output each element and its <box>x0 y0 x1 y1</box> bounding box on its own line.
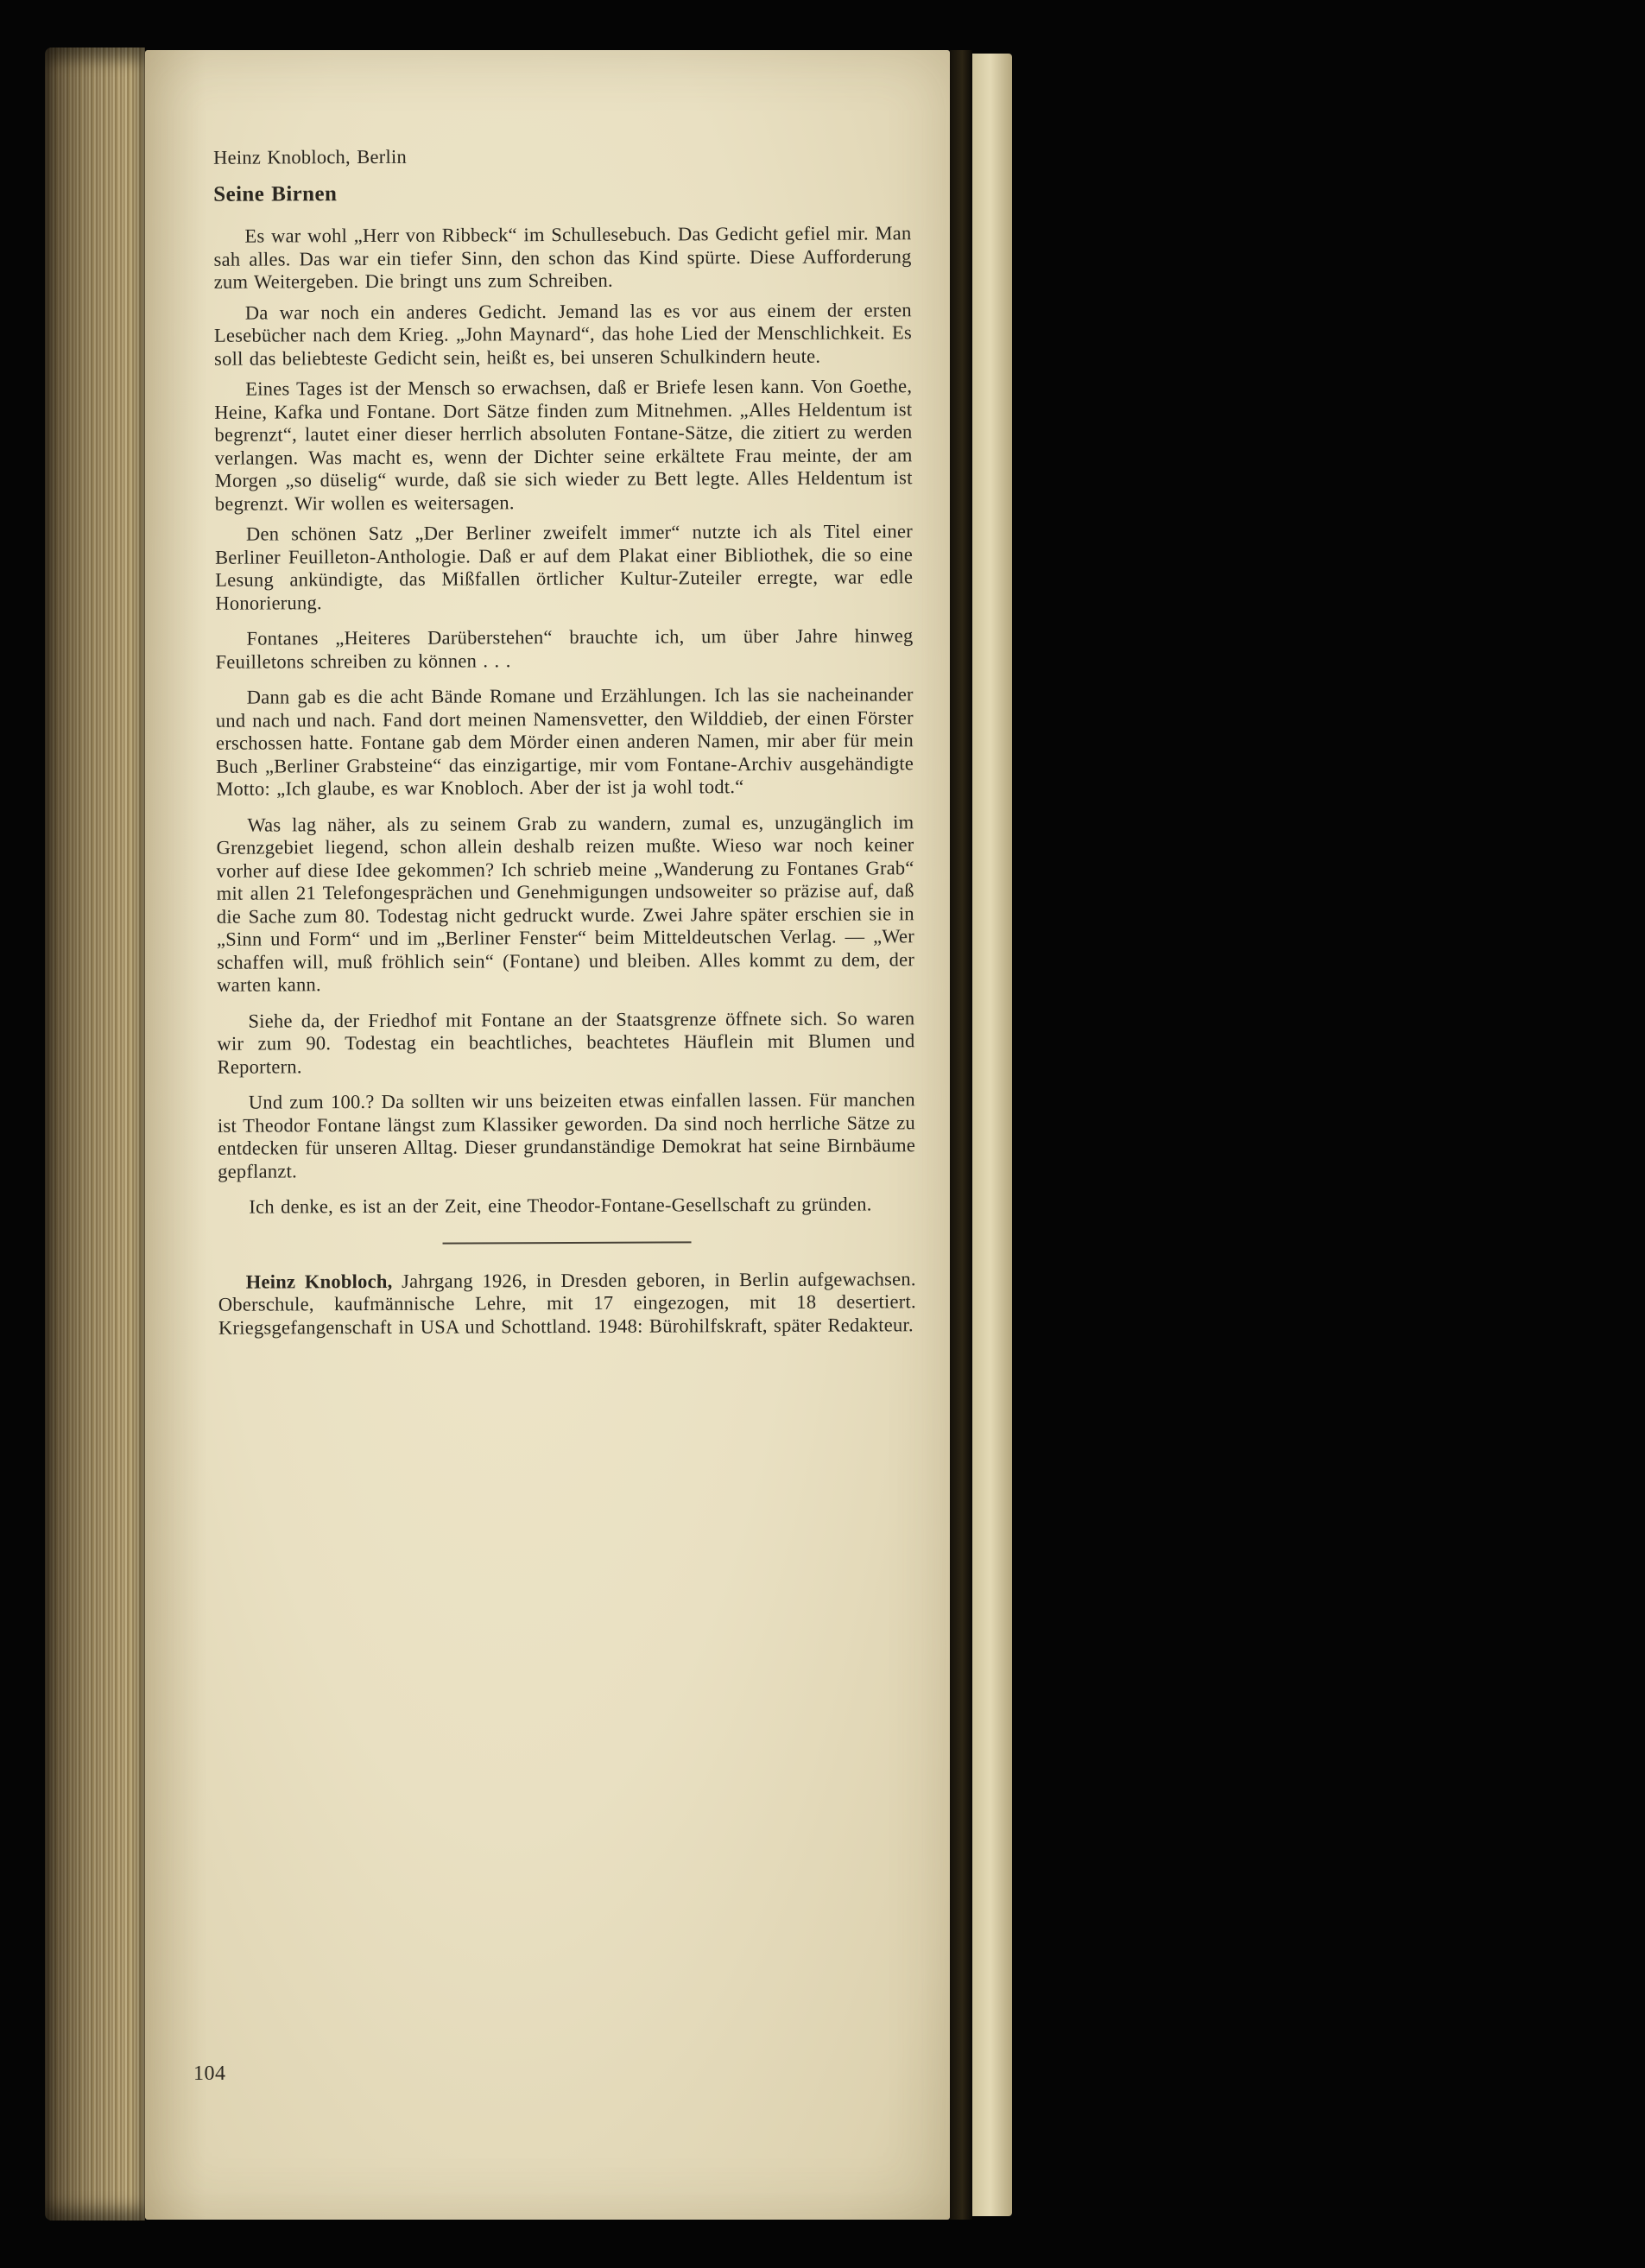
author-bio-note <box>218 1268 916 1340</box>
gutter-shadow <box>950 50 972 2220</box>
article-paragraph: Es war wohl „Herr von Ribbeck“ im Schullesebuch. Das Gedicht gefiel mir. Man sah alles. Das war ein tiefer Sinn, den schon das Kind spürte. Diese Aufforderung zum Weitergeben. Die bringt uns zum Schreiben. <box>213 222 912 293</box>
article-paragraph: Fontanes „Heiteres Darüberstehen“ brauchte ich, um über Jahre hinweg Feuilletons schreiben zu können . . . <box>215 624 914 673</box>
author-bio-name: Heinz Knobloch, <box>245 1270 393 1293</box>
page-number: 104 <box>193 2062 226 2085</box>
article-paragraph: Was lag näher, als zu seinem Grab zu wandern, zumal es, unzugänglich im Grenzgebiet liegend, schon allein deshalb reizen mußte. Wieso war noch keiner vorher auf diese Idee gekommen? Ich schrieb meine „Wanderung zu Fontanes Grab“ mit allen 21 Telefongesprächen und Genehmigungen undsoweiter so präzise auf, daß die Sache zum 80. Todestag nicht gedruckt wurde. Zwei Jahre später erschien sie in „Sinn und Form“ und im „Berliner Fenster“ beim Mitteldeutschen Verlag. — „Wer schaffen will, muß fröhlich sein“ (Fontane) und bleiben. Alles kommt zu dem, der warten kann. <box>216 810 915 996</box>
article-paragraph: Und zum 100.? Da sollten wir uns beizeiten etwas einfallen lassen. Für manchen ist Theodor Fontane längst zum Klassiker geworden. Da sind noch herrliche Sätze zu entdecken für unseren Alltag. Dieser grundanständige Demokrat hat seine Birnbäume gepflanzt. <box>217 1088 916 1182</box>
section-divider <box>443 1241 692 1244</box>
article-paragraph: Dann gab es die acht Bände Romane und Erzählungen. Ich las sie nacheinander und nach und nach. Fand dort meinen Namensvetter, den Wilddieb, der einen Förster erschossen hatte. Fontane gab dem Mörder einen anderen Namen, mir aber für mein Buch „Berliner Grabsteine“ das einzigartige, mir vom Fontane-Archiv ausgehändigte Motto: „Ich glaube, es war Knobloch. Aber der ist ja wohl todt.“ <box>215 683 914 800</box>
article-paragraph: Den schönen Satz „Der Berliner zweifelt immer“ nutzte ich als Titel einer Berliner Feuilleton-Anthologie. Daß er auf dem Plakat einer Bibliothek, die so eine Lesung ankündigte, das Mißfallen örtlicher Kultur-Zuteiler erregte, war edle Honorierung. <box>215 520 914 614</box>
book-page <box>145 50 950 2220</box>
article-paragraph: Da war noch ein anderes Gedicht. Jemand las es vor aus einem der ersten Lesebücher nach dem Krieg. „John Maynard“, das hohe Lied der Menschlichkeit. Es soll das beliebteste Gedicht sein, heißt es, bei unseren Schulkindern heute. <box>213 298 912 370</box>
author-bio-text: Jahrgang 1926, in Dresden geboren, in Berlin aufgewachsen. Oberschule, kaufmännische Lehre, mit 17 eingezogen, mit 18 desertiert. Kriegsgefangenschaft in USA und Schottland. 1948: Bürohilfskraft, später Redakteur. <box>218 1267 916 1339</box>
author-line: Heinz Knobloch, Berlin <box>212 145 407 168</box>
next-page-edge <box>972 54 1012 2216</box>
article-title: Seine Birnen <box>213 181 338 206</box>
page-stack-edge <box>45 48 145 2220</box>
article-paragraph: Siehe da, der Friedhof mit Fontane an der Staatsgrenze öffnete sich. So waren wir zum 90. Todestag ein beachtliches, beachtetes Häuflein mit Blumen und Reportern. <box>217 1006 915 1078</box>
article-paragraph: Eines Tages ist der Mensch so erwachsen, daß er Briefe lesen kann. Von Goethe, Heine, Kafka und Fontane. Dort Sätze finden zum Mitnehmen. „Alles Heldentum ist begrenzt“, lautet einer dieser herrlich absoluten Fontane-Sätze, die zitiert zu werden verlangen. Was macht es, wenn der Dichter seine erkältete Frau meinte, der am Morgen „so düselig“ wurde, daß sie sich wieder zu Bett legte. Alles Heldentum ist begrenzt. Wir wollen es weitersagen. <box>214 375 913 515</box>
page-content <box>213 143 916 1340</box>
article-paragraph: Ich denke, es ist an der Zeit, eine Theodor-Fontane-Gesellschaft zu gründen. <box>249 1193 872 1218</box>
